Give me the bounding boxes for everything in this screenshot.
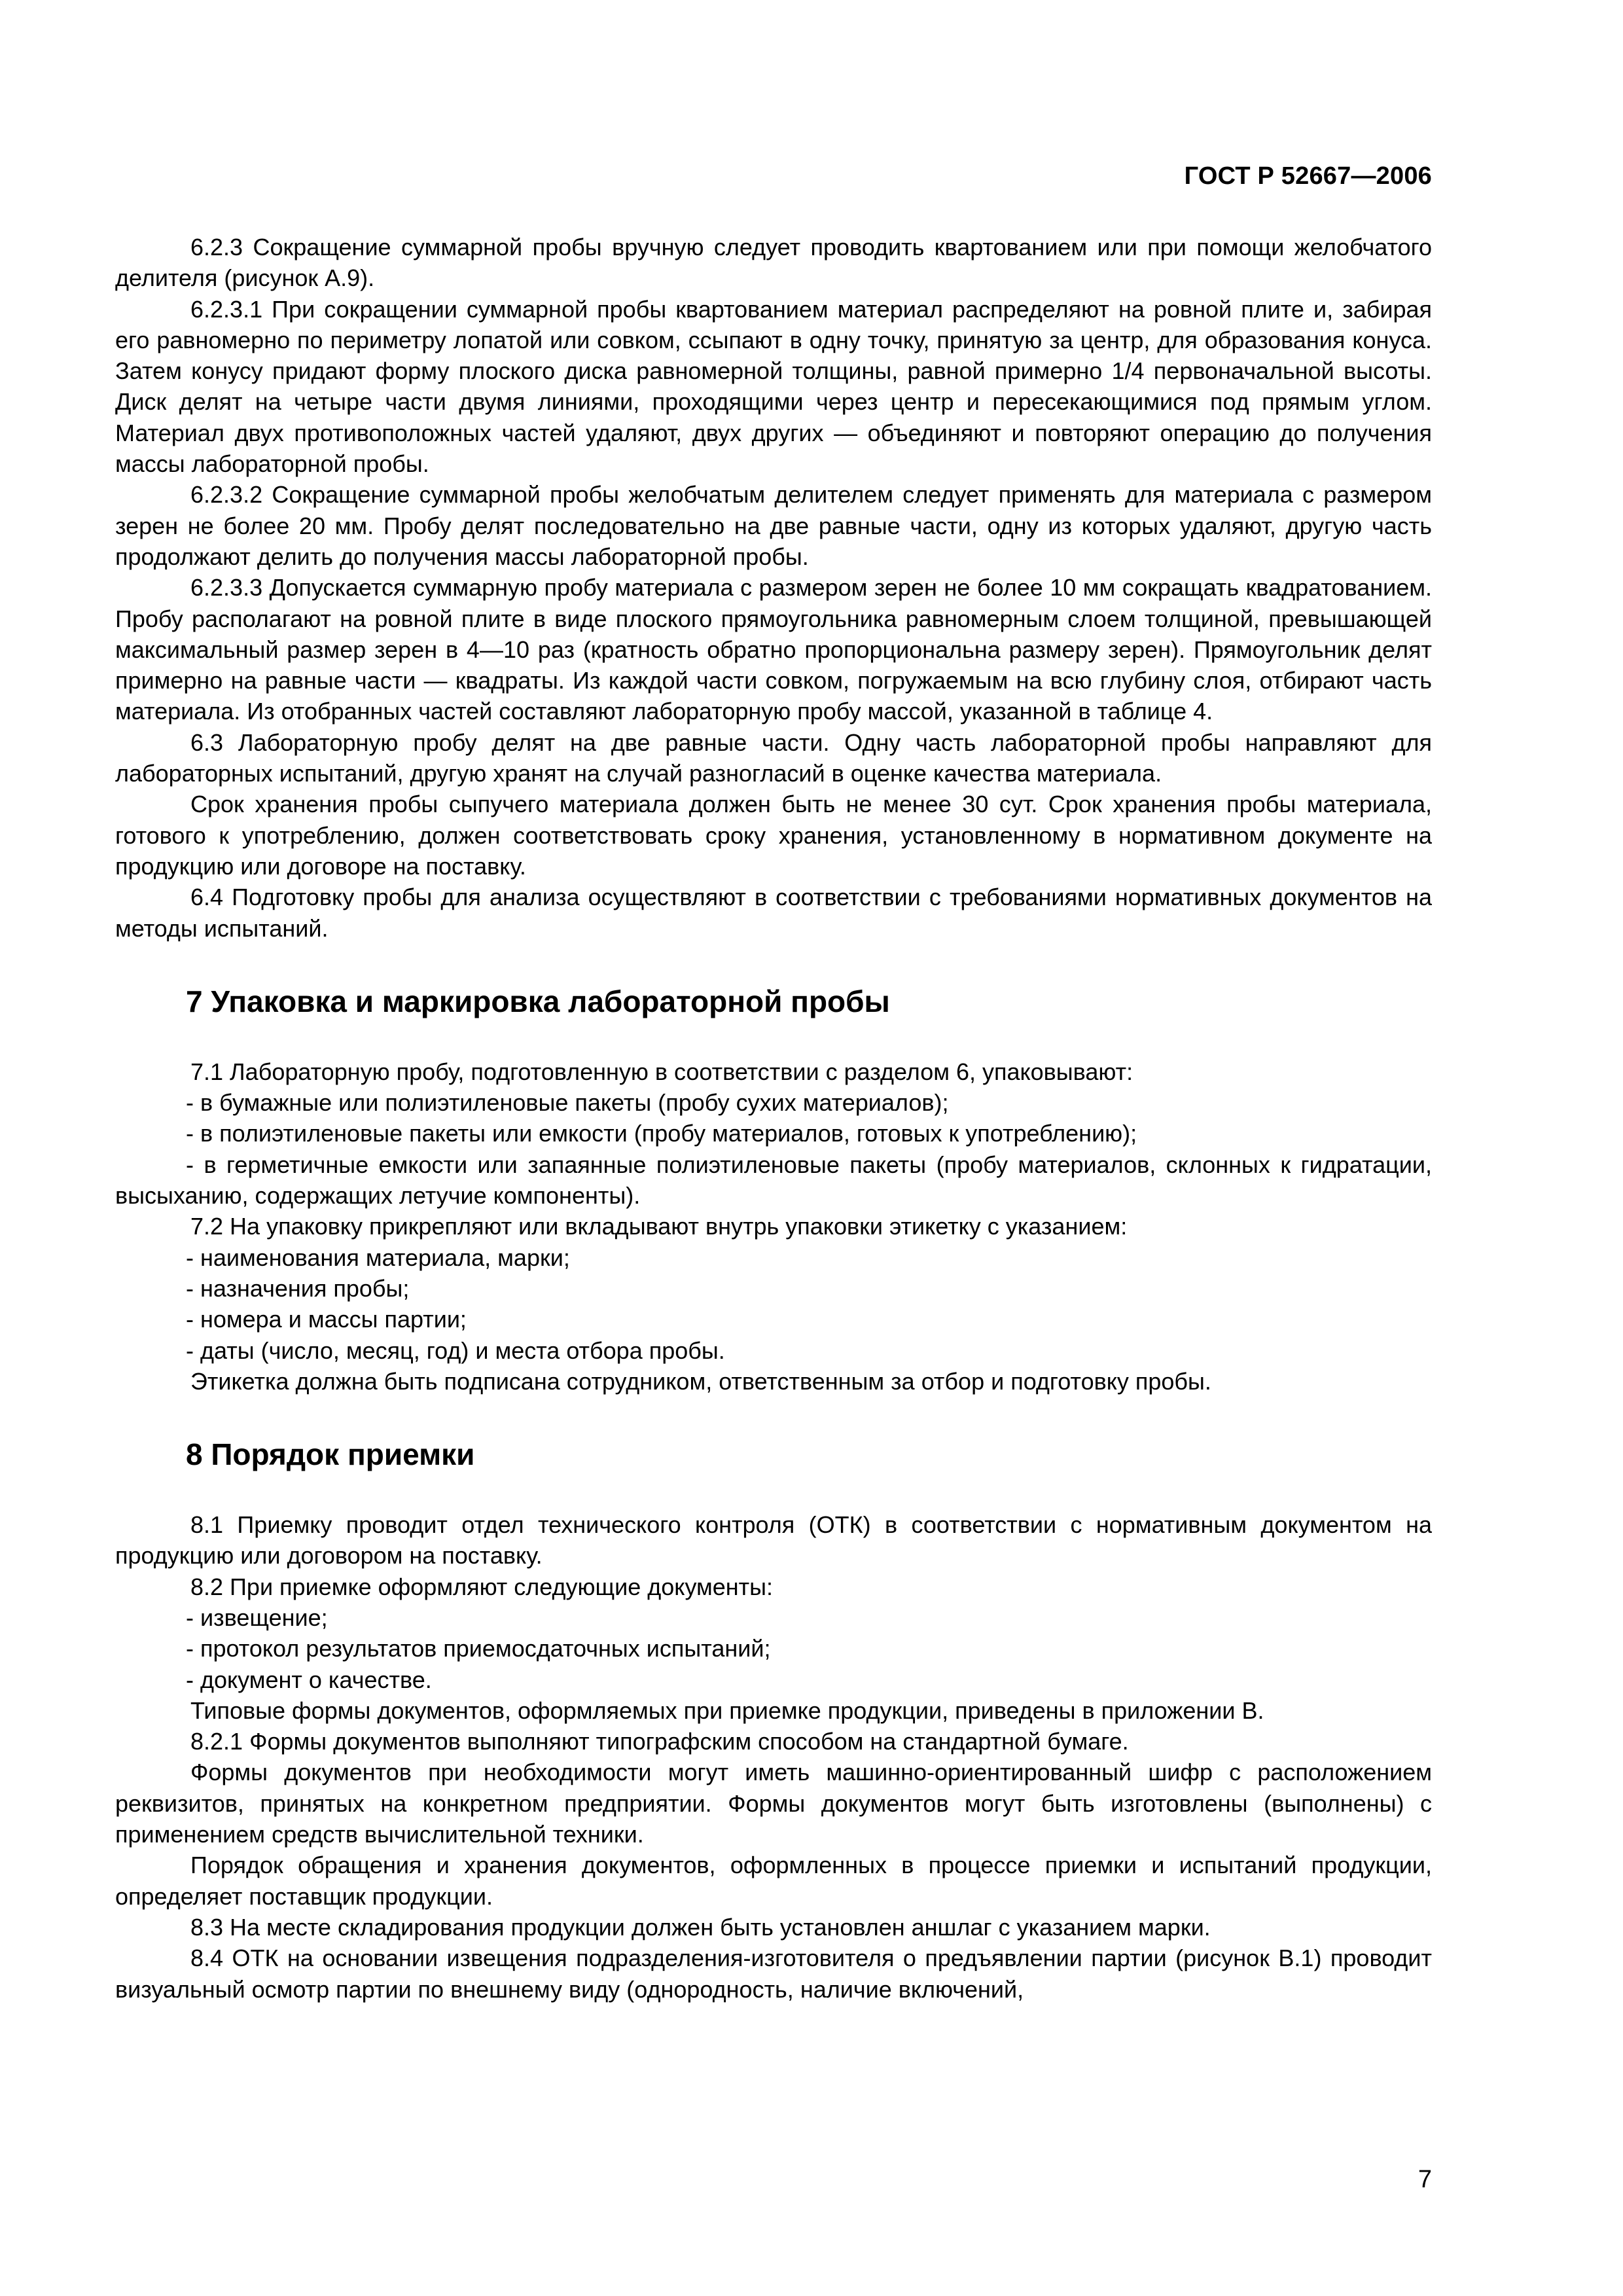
list-item: - наименования материала, марки; bbox=[186, 1244, 570, 1271]
list-7-2 bbox=[115, 1242, 1432, 1366]
list-item: - извещение; bbox=[186, 1604, 328, 1631]
list-item: - документ о качестве. bbox=[186, 1666, 432, 1693]
list-item: - протокол результатов приемосдаточных испытаний; bbox=[186, 1635, 771, 1662]
document-header: ГОСТ Р 52667—2006 bbox=[1184, 162, 1432, 190]
page-number: 7 bbox=[1418, 2166, 1432, 2193]
paragraph-7-2-label: Этикетка должна быть подписана сотрудником, ответственным за отбор и подготовку пробы. bbox=[190, 1367, 1211, 1395]
paragraph-8-2-1-cipher: Формы документов при необходимости могут иметь машинно-ориентированный шифр с расположением реквизитов, принятых на конкретном предприятии. Формы документов могут быть изготовлены (выполнены) с применением средств вычислительной техники. bbox=[115, 1759, 1432, 1848]
paragraph-8-3: 8.3 На месте складирования продукции должен быть установлен аншлаг с указанием марки. bbox=[190, 1913, 1211, 1941]
paragraph-8-2: 8.2 При приемке оформляют следующие документы: bbox=[190, 1573, 774, 1600]
paragraph-6-2-3-1: 6.2.3.1 При сокращении суммарной пробы квартованием материал распределяют на ровной плите и, забирая его равномерно по периметру лопатой или совком, ссыпают в одну точку, принятую за центр, для образования конуса. Затем конусу придают форму плоского диска равномерной толщины, равной примерно 1/4 первоначальной высоты. Диск делят на четыре части двумя линиями, проходящими через центр и пересекающимися под прямым углом. Материал двух противоположных частей удаляют, двух других — объединяют и повторяют операцию до получения массы лабораторной пробы. bbox=[115, 295, 1432, 478]
list-item: - назначения пробы; bbox=[186, 1274, 410, 1302]
paragraph-7-2: 7.2 На упаковку прикрепляют или вкладывают внутрь упаковки этикетку с указанием: bbox=[190, 1213, 1128, 1240]
document-body bbox=[115, 232, 1432, 2005]
section-heading-7: 7 Упаковка и маркировка лабораторной пробы bbox=[186, 984, 890, 1018]
list-8-2 bbox=[115, 1602, 1432, 1695]
list-item: - в бумажные или полиэтиленовые пакеты (пробу сухих материалов); bbox=[186, 1089, 949, 1117]
list-7-1 bbox=[115, 1087, 1432, 1211]
paragraph-8-1: 8.1 Приемку проводит отдел технического контроля (ОТК) в соответствии с нормативным документом на продукцию или договором на поставку. bbox=[115, 1511, 1432, 1570]
paragraph-7-1: 7.1 Лабораторную пробу, подготовленную в соответствии с разделом 6, упаковывают: bbox=[190, 1058, 1133, 1085]
paragraph-8-2-1-storage: Порядок обращения и хранения документов, оформленных в процессе приемки и испытаний продукции, определяет поставщик продукции. bbox=[115, 1852, 1432, 1910]
paragraph-6-3-storage: Срок хранения пробы сыпучего материала должен быть не менее 30 сут. Срок хранения пробы материала, готового к употреблению, должен соответствовать сроку хранения, установленному в нормативном документе на продукцию или договоре на поставку. bbox=[115, 791, 1432, 880]
paragraph-8-4: 8.4 ОТК на основании извещения подразделения-изготовителя о предъявлении партии (рисунок В.1) проводит визуальный осмотр партии по внешнему виду (однородность, наличие включений, bbox=[115, 1945, 1432, 2003]
section-heading-8: 8 Порядок приемки bbox=[186, 1437, 475, 1472]
paragraph-8-2-1: 8.2.1 Формы документов выполняют типографским способом на стандартной бумаге. bbox=[190, 1728, 1129, 1755]
paragraph-6-4: 6.4 Подготовку пробы для анализа осуществляют в соответствии с требованиями нормативных документов на методы испытаний. bbox=[115, 884, 1432, 942]
list-item: - в герметичные емкости или запаянные полиэтиленовые пакеты (пробу материалов, склонных к гидратации, высыханию, содержащих летучие компоненты). bbox=[115, 1151, 1432, 1210]
paragraph-6-3: 6.3 Лабораторную пробу делят на две равные части. Одну часть лабораторной пробы направляют для лабораторных испытаний, другую хранят на случай разногласий в оценке качества материала. bbox=[115, 728, 1432, 787]
list-item: - номера и массы партии; bbox=[186, 1306, 467, 1333]
list-item: - в полиэтиленовые пакеты или емкости (пробу материалов, готовых к употреблению); bbox=[186, 1120, 1137, 1147]
paragraph-6-2-3-2: 6.2.3.2 Сокращение суммарной пробы желобчатым делителем следует применять для материала с размером зерен не более 20 мм. Пробу делят последовательно на две равные части, одну из которых удаляют, другую часть продолжают делить до получения массы лабораторной пробы. bbox=[115, 481, 1432, 570]
paragraph-8-2-forms: Типовые формы документов, оформляемых при приемке продукции, приведены в приложении В. bbox=[190, 1696, 1264, 1724]
paragraph-6-2-3: 6.2.3 Сокращение суммарной пробы вручную следует проводить квартованием или при помощи желобчатого делителя (рисунок А.9). bbox=[115, 234, 1432, 292]
list-item: - даты (число, месяц, год) и места отбора пробы. bbox=[186, 1336, 725, 1364]
paragraph-6-2-3-3: 6.2.3.3 Допускается суммарную пробу материала с размером зерен не более 10 мм сокращать квадратованием. Пробу располагают на ровной плите в виде плоского прямоугольника равномерным слоем толщиной, превышающей максимальный размер зерен в 4—10 раз (кратность обратно пропорциональна размеру зерен). Прямоугольник делят примерно на равные части — квадраты. Из каждой части совком, погружаемым на всю глубину слоя, отбирают часть материала. Из отобранных частей составляют лабораторную пробу массой, указанной в таблице 4. bbox=[115, 574, 1432, 725]
